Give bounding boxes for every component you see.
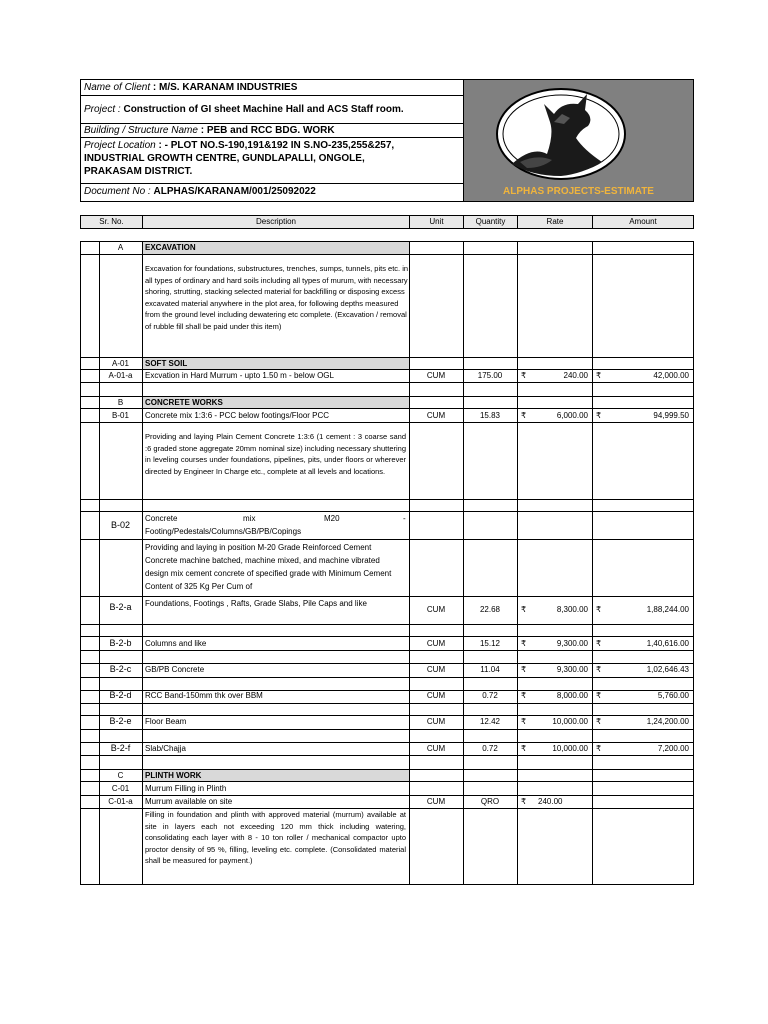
row-b02-desc-word1: Concrete [145, 514, 178, 523]
row-b01-desc: Concrete mix 1:3:6 - PCC below footings/Floor PCC [145, 411, 330, 420]
row-b2c-amount: 1,02,646.43 [646, 665, 689, 674]
docno-label: Document No : [84, 186, 151, 197]
client-value: : M/S. KARANAM INDUSTRIES [152, 82, 298, 93]
rupee-icon: ₹ [596, 665, 602, 674]
rupee-icon: ₹ [521, 665, 527, 674]
row-b2e-desc: Floor Beam [145, 717, 187, 726]
row-c01-desc: Murrum Filling in Plinth [145, 784, 227, 793]
project-row [81, 96, 463, 124]
rupee-icon: ₹ [596, 717, 602, 726]
rupee-icon: ₹ [521, 371, 527, 380]
row-b2b-amount: 1,40,616.00 [646, 639, 689, 648]
project-info [81, 80, 464, 201]
client-row [81, 80, 463, 96]
rupee-icon: ₹ [596, 639, 602, 648]
row-b-sr: B [117, 398, 124, 407]
row-b01-rate: 6,000.00 [556, 411, 588, 420]
row-b2c-sr: B-2-c [109, 664, 132, 674]
location-value-3: PRAKASAM DISTRICT. [84, 166, 193, 177]
location-value-1: : - PLOT NO.S-190,191&192 IN S.NO-235,255&257, [158, 140, 395, 151]
row-b2f-amount: 7,200.00 [657, 744, 689, 753]
row-b-desc: CONCRETE WORKS [145, 398, 223, 407]
row-b2c-unit: CUM [426, 665, 446, 674]
project-label: Project : [84, 104, 121, 115]
row-b2f-qty: 0.72 [482, 744, 498, 753]
row-c01a-rate: 240.00 [538, 797, 563, 806]
row-c01-sr: C-01 [111, 784, 130, 793]
row-b2e-sr: B-2-e [109, 716, 132, 726]
row-b2a-desc: Foundations, Footings , Rafts, Grade Slabs, Pile Caps and like [145, 599, 367, 608]
row-a-sr: A [117, 243, 124, 252]
row-a01a-amount: 42,000.00 [653, 371, 689, 380]
row-b2d-unit: CUM [426, 691, 446, 700]
row-c01-paragraph: Filling in foundation and plinth with approved material (murrum) available at site in layers each not exceeding 120 mm thick including watering, consolidating each layer with 8 - 10 ton roller / mechanical compactor upto proctor density of 95 %, filling, leveling etc. complete. (Consolidated material shall be measured for payment.) [145, 810, 406, 865]
row-b2c-rate: 9,300.00 [556, 665, 588, 674]
rupee-icon: ₹ [521, 639, 527, 648]
rupee-icon: ₹ [596, 411, 602, 420]
row-b2e-rate: 10,000.00 [552, 717, 588, 726]
howling-wolf-logo-icon [492, 84, 630, 184]
row-b2d-amount: 5,760.00 [657, 691, 689, 700]
row-b2f-desc: Slab/Chajja [145, 744, 186, 753]
col-amount: Amount [592, 215, 694, 229]
location-row [81, 138, 463, 184]
row-b2d-qty: 0.72 [482, 691, 498, 700]
docno-row [81, 184, 463, 201]
row-b2f-rate: 10,000.00 [552, 744, 588, 753]
col-quantity: Quantity [463, 215, 518, 229]
row-b2b-rate: 9,300.00 [556, 639, 588, 648]
row-b2b-sr: B-2-b [109, 638, 132, 648]
row-c01a-unit: CUM [426, 797, 446, 806]
building-label: Building / Structure Name [84, 125, 198, 136]
row-c01a-qty: QRO [480, 797, 500, 806]
row-b02-sr: B-02 [110, 520, 130, 530]
row-b02-desc-word2: mix [243, 514, 256, 523]
row-b01-qty: 15.83 [479, 411, 501, 420]
row-b2e-qty: 12.42 [479, 717, 501, 726]
rupee-icon: ₹ [521, 691, 527, 700]
row-b02-desc-line2: Footing/Pedestals/Columns/GB/PB/Copings [145, 527, 302, 536]
row-b2a-unit: CUM [426, 605, 446, 614]
row-b2d-rate: 8,000.00 [556, 691, 588, 700]
row-a01a-sr: A-01-a [108, 371, 133, 380]
row-b2b-unit: CUM [426, 639, 446, 648]
row-a01a-desc: Excvation in Hard Murrum - upto 1.50 m - below OGL [145, 371, 334, 380]
row-c01a-desc: Murrum available on site [145, 797, 233, 806]
rupee-icon: ₹ [521, 605, 527, 614]
estimate-table [80, 241, 694, 884]
rupee-icon: ₹ [596, 371, 602, 380]
row-b2a-sr: B-2-a [109, 602, 132, 612]
row-b2b-qty: 15.12 [479, 639, 501, 648]
rupee-icon: ₹ [596, 691, 602, 700]
col-rate: Rate [517, 215, 593, 229]
client-label: Name of Client [84, 82, 151, 93]
row-a01a-unit: CUM [426, 371, 446, 380]
row-b2c-desc: GB/PB Concrete [145, 665, 205, 674]
row-b2f-unit: CUM [426, 744, 446, 753]
row-c-sr: C [117, 771, 124, 780]
row-b01-unit: CUM [426, 411, 446, 420]
rupee-icon: ₹ [521, 411, 527, 420]
rupee-icon: ₹ [596, 605, 602, 614]
row-b2f-sr: B-2-f [110, 743, 131, 753]
building-value: : PEB and RCC BDG. WORK [200, 125, 335, 136]
row-b02-desc-word4: - [403, 514, 406, 523]
building-row [81, 124, 463, 138]
row-b2a-qty: 22.68 [479, 605, 501, 614]
rupee-icon: ₹ [521, 797, 527, 806]
logo-panel [464, 80, 693, 201]
row-a01a-rate: 240.00 [563, 371, 588, 380]
location-value-2: INDUSTRIAL GROWTH CENTRE, GUNDLAPALLI, ONGOLE, [84, 153, 365, 164]
row-b2d-desc: RCC Band-150mm thk over BBM [145, 691, 263, 700]
row-a-desc: EXCAVATION [145, 243, 196, 252]
col-sr-no: Sr. No. [80, 215, 143, 229]
col-unit: Unit [409, 215, 464, 229]
row-b2d-sr: B-2-d [109, 690, 132, 700]
project-header [80, 79, 694, 202]
rupee-icon: ₹ [521, 717, 527, 726]
rupee-icon: ₹ [596, 744, 602, 753]
project-value: Construction of GI sheet Machine Hall and ACS Staff room. [123, 104, 404, 115]
row-a01-desc: SOFT SOIL [145, 359, 188, 368]
row-c-desc: PLINTH WORK [145, 771, 202, 780]
brand-caption: ALPHAS PROJECTS-ESTIMATE [503, 186, 654, 197]
row-c01a-sr: C-01-a [108, 797, 133, 806]
row-b2a-amount: 1,88,244.00 [646, 605, 689, 614]
row-b2c-qty: 11.04 [480, 665, 500, 674]
row-b2a-rate: 8,300.00 [556, 605, 588, 614]
row-b01-paragraph: Providing and laying Plain Cement Concrete 1:3:6 (1 cement : 3 coarse sand :6 graded stone aggregate 20mm nominal size) including necessary shuttering in leveling courses under foundations, pipelines, pits, under floors or wherever directed by Engineer In Charge etc., complete at all levels and locations. [145, 432, 406, 476]
row-b02-paragraph: Providing and laying in position M-20 Grade Reinforced Cement Concrete machine batched, machine mixed, and machine vibrated design mix cement concrete of specified grade with Minimum Cement Content of 325 Kg Per Cum of [145, 543, 392, 591]
row-b01-amount: 94,999.50 [653, 411, 689, 420]
row-a-paragraph: Excavation for foundations, substructures, trenches, sumps, tunnels, pits etc. in all types of ordinary and hard soils including all types of murum, with necessary shoring, strutting, stacking selected material for backfilling or disposing excess excavated material anywhere in the plot area, for following depths measured from the ground level including dewatering etc complete. (Excavation / removal of rubble fill shall be paid under this item) [145, 264, 409, 331]
row-a01-sr: A-01 [112, 359, 129, 368]
rupee-icon: ₹ [521, 744, 527, 753]
location-label: Project Location [84, 140, 156, 151]
row-b2b-desc: Columns and like [145, 639, 207, 648]
row-b2e-amount: 1,24,200.00 [646, 717, 689, 726]
row-b2e-unit: CUM [426, 717, 446, 726]
col-description: Description [142, 215, 410, 229]
row-a01a-qty: 175.00 [477, 371, 503, 380]
row-b02-desc-word3: M20 [324, 514, 340, 523]
docno-value: ALPHAS/KARANAM/001/25092022 [153, 186, 316, 197]
row-b01-sr: B-01 [112, 411, 129, 420]
